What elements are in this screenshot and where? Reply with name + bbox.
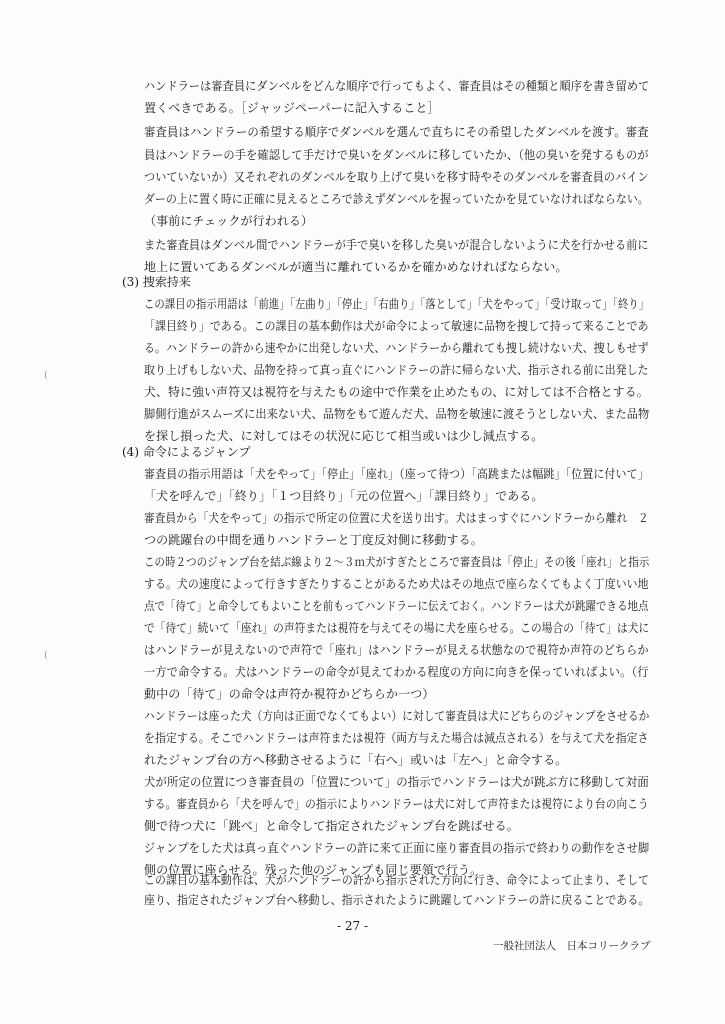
organization-name: 一般社団法人 日本コリークラブ — [493, 940, 651, 952]
text-line: で「待て」続いて「座れ」の声符または視符を与えてその場に犬を座らせる。この場合の「待て」は犬に — [144, 621, 650, 635]
text-line: 取り上げもしない犬、品物を持って真っ直ぐにハンドラーの許に帰らない犬、指示される前に出発した — [144, 363, 649, 377]
text-line: を指定する。そこでハンドラーは声符または視符（両方与えた場合は減点される）を与えて犬を指定さ — [144, 731, 649, 745]
text-line: 審査員はハンドラーの希望する順序でダンベルを選んで直ちにその希望したダンベルを渡す。審査 — [144, 125, 649, 139]
text-line: 犬が所定の位置につき審査員の「位置について」の指示でハンドラーは犬が跳ぶ方に移動して対面 — [144, 775, 649, 789]
text-line: ついていないか）又それぞれのダンベルを取り上げて臭いを移す時やそのダンベルを審査員のバイン — [144, 170, 649, 184]
text-line: 側で待つ犬に「跳べ」と命令して指定されたジャンプ台を跳ばせる。 — [144, 819, 519, 833]
text-line: 脚側行進がスムーズに出来ない犬、品物をもて遊んだ犬、品物を敏速に渡そうとしない犬、また品物 — [144, 407, 650, 421]
text-line: する。審査員から「犬を呼んで」の指示によりハンドラーは犬に対して声符または視符により台の向こう — [144, 797, 649, 811]
text-line: （事前にチェックが行われる） — [144, 214, 314, 228]
text-line: この課目の基本動作は、犬がハンドラーの許から指示された方向に行き、命令によって止まり、そして — [144, 873, 650, 887]
text-line: また審査員はダンベル間でハンドラーが手で臭いを移した臭いが混合しないように犬を行かせる前に — [144, 238, 649, 252]
text-line: ジャンプをした犬は真っ直ぐハンドラーの許に来て正面に座り審査員の指示で終わりの動作をさせ脚 — [144, 841, 650, 855]
text-line: 置くべきである。［ジャッジペーパーに記入すること］ — [144, 101, 440, 115]
page-number: - 27 - — [337, 919, 369, 933]
text-line: 座り、指定されたジャンプ台へ移動し、指示されたように跳躍してハンドラーの許に戻ることである。 — [144, 893, 650, 907]
text-line: 点で「待て」と命令してもよいことを前もってハンドラーに伝えておく。ハンドラーは犬が跳躍できる地点 — [144, 599, 649, 613]
text-line: 犬、特に強い声符又は視符を与えたもの途中で作業を止めたもの、に対しては不合格とする。 — [144, 385, 649, 399]
text-line: する。犬の速度によって行きすぎたりすることがあるため犬はその地点で座らなくてもよく丁度いい地 — [144, 577, 649, 591]
text-line: ハンドラーは審査員にダンベルをどんな順序で行ってもよく、審査員はその種類と順序を書き留めて — [144, 79, 650, 93]
section-heading: (3) 捜索持来 — [122, 275, 191, 289]
text-line: つの跳躍台の中間を通りハンドラーと丁度反対側に移動する。 — [144, 533, 483, 547]
text-line: この課目の指示用語は「前進」「左曲り」「停止」「右曲り」「落として」「犬をやって」「受け取って」「終り」 — [144, 297, 650, 311]
text-line: る。ハンドラーの許から速やかに出発しない犬、ハンドラーから離れても捜し続けない犬、捜しもせず — [144, 341, 649, 355]
text-line: この時２つのジャンプ台を結ぶ線より２～３ｍ犬がすぎたところで審査員は「停止」その後「座れ」と指示 — [144, 555, 650, 569]
text-line: 審査員の指示用語は「犬をやって」「停止」「座れ」（座って待つ）「高跳または幅跳」「位置に付いて」 — [144, 467, 649, 481]
text-line: 員はハンドラーの手を確認して手だけで臭いをダンベルに移していたか、（他の臭いを発するものが — [144, 148, 649, 162]
text-line: はハンドラーが見えないので声符で「座れ」はハンドラーが見える状態なので視符か声符のどちらか — [144, 643, 649, 657]
section-heading: (4) 命令によるジャンプ — [122, 445, 251, 459]
scan-mark: ( — [44, 370, 48, 381]
text-line: 審査員から「犬をやって」の指示で所定の位置に犬を送り出す。犬はまっすぐにハンドラーから離れ ２ — [144, 511, 649, 525]
text-line: れたジャンプ台の方へ移動させるように「右へ」或いは「左へ」と命令する。 — [144, 753, 568, 767]
text-line: 動中の「待て」の命令は声符か視符かどちらか一つ） — [144, 687, 435, 701]
text-line: 地上に置いてあるダンベルが適当に離れているかを確かめなければならない。 — [144, 260, 568, 274]
text-line: ダーの上に置く時に正確に見えるところで診えずダンベルを握っていたかを見ていなければならない。 — [144, 192, 649, 206]
text-line: 「課目終り」である。この課目の基本動作は犬が命令によって敏速に品物を捜して持って来ることであ — [144, 319, 649, 333]
text-line: 側の位置に座らせる。残った他のジャンプも同じ要領で行う。 — [144, 863, 483, 877]
text-line: 「犬を呼んで」「終り」「１つ目終り」「元の位置へ」「課目終り」である。 — [144, 489, 544, 503]
text-line: を探し損った犬、に対してはその状況に応じて相当或いは少し減点する。 — [144, 429, 544, 443]
text-line: ハンドラーは座った犬（方向は正面でなくてもよい）に対して審査員は犬にどちらのジャンプをさせるか — [144, 709, 650, 723]
scan-mark: ( — [44, 650, 48, 661]
text-line: 一方で命令する。犬はハンドラーの命令が見えてわかる程度の方向に向きを保っていればよい。（行 — [144, 665, 649, 679]
